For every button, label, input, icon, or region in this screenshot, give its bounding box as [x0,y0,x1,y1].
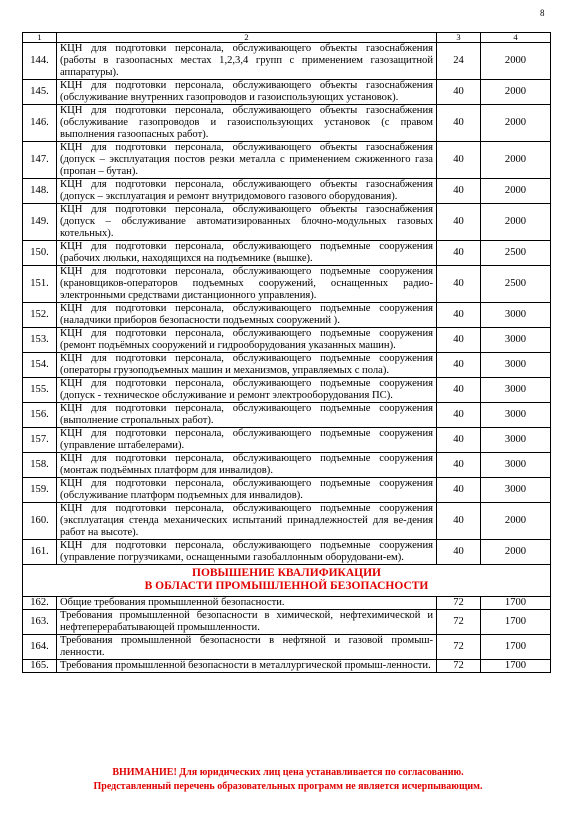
row-number: 161. [23,540,57,565]
row-title: КЦН для подготовки персонала, обслуживающего подъемные сооружения (ремонт подъёмных сооружений и гидрооборудования указанных машин). [57,328,437,353]
row-title: КЦН для подготовки персонала, обслуживающего объекты газоснабжения (допуск – эксплуатация и ремонт внутридомового газового оборудования). [57,179,437,204]
row-hours: 40 [437,266,481,303]
row-number: 160. [23,503,57,540]
row-price: 2000 [481,179,551,204]
row-number: 153. [23,328,57,353]
table-row [23,635,551,660]
table-row [23,378,551,403]
row-hours: 24 [437,43,481,80]
row-hours: 40 [437,105,481,142]
row-title: КЦН для подготовки персонала, обслуживающего подъемные сооружения (управление штабелерами). [57,428,437,453]
row-number: 156. [23,403,57,428]
table-row [23,478,551,503]
row-price: 3000 [481,403,551,428]
row-hours: 40 [437,142,481,179]
row-title: Требования промышленной безопасности в металлургической промыш-ленности. [57,660,437,673]
header-row [23,33,551,43]
table-row [23,179,551,204]
row-price: 3000 [481,303,551,328]
page-number: 8 [540,8,545,18]
row-title: КЦН для подготовки персонала, обслуживающего подъемные сооружения (рабочих люльки, находящихся на подъемнике (вышке). [57,241,437,266]
row-title: КЦН для подготовки персонала, обслуживающего объекты газоснабжения (допуск – обслуживание автоматизированных блочно-модульных газовых котельных). [57,204,437,241]
row-price: 3000 [481,353,551,378]
table-row [23,142,551,179]
row-hours: 40 [437,303,481,328]
table-row [23,403,551,428]
table-row [23,80,551,105]
row-title: КЦН для подготовки персонала, обслуживающего подъемные сооружения (монтаж подъёмных платформ для инвалидов). [57,453,437,478]
row-price: 2500 [481,241,551,266]
table-row [23,328,551,353]
row-price: 3000 [481,453,551,478]
row-hours: 40 [437,403,481,428]
row-price: 2000 [481,503,551,540]
row-price: 3000 [481,328,551,353]
table-row [23,540,551,565]
table-row [23,105,551,142]
row-price: 2000 [481,204,551,241]
row-price: 1700 [481,597,551,610]
row-number: 151. [23,266,57,303]
col-header-title: 2 [57,33,437,43]
table-row [23,610,551,635]
row-hours: 40 [437,503,481,540]
row-price: 1700 [481,610,551,635]
row-hours: 40 [437,378,481,403]
row-price: 2000 [481,43,551,80]
row-number: 152. [23,303,57,328]
row-number: 148. [23,179,57,204]
table-row [23,43,551,80]
row-title: КЦН для подготовки персонала, обслуживающего подъемные сооружения (управление погрузчиками, оснащенными газобаллонным оборудовани-ем). [57,540,437,565]
row-hours: 40 [437,328,481,353]
row-price: 3000 [481,428,551,453]
row-price: 1700 [481,635,551,660]
table-row [23,353,551,378]
section-title-line2: В ОБЛАСТИ ПРОМЫШЛЕННОЙ БЕЗОПАСНОСТИ [144,580,429,592]
row-price: 1700 [481,660,551,673]
row-number: 150. [23,241,57,266]
notice-line1: ВНИМАНИЕ! Для юридических лиц цена устанавливается по согласованию. [112,767,464,778]
row-title: Общие требования промышленной безопасности. [57,597,437,610]
row-number: 144. [23,43,57,80]
row-number: 145. [23,80,57,105]
row-price: 3000 [481,478,551,503]
row-title: Требования промышленной безопасности в нефтяной и газовой промыш-ленности. [57,635,437,660]
row-title: КЦН для подготовки персонала, обслуживающего объекты газоснабжения (допуск – эксплуатация постов резки металла с применением сжиженного газа (пропан – бутан). [57,142,437,179]
row-hours: 72 [437,635,481,660]
row-hours: 40 [437,428,481,453]
row-title: КЦН для подготовки персонала, обслуживающего объекты газоснабжения (обслуживание газопроводов и газоиспользующих установок (с правом выполнения газоопасных работ). [57,105,437,142]
row-title: КЦН для подготовки персонала, обслуживающего подъемные сооружения (выполнение стропальных работ). [57,403,437,428]
row-title: КЦН для подготовки персонала, обслуживающего подъемные сооружения (операторы грузоподъемных машин и механизмов, управляемых с пола). [57,353,437,378]
row-number: 155. [23,378,57,403]
row-title: Требования промышленной безопасности в химической, нефтехимической и нефтеперерабатывающей промышленности. [57,610,437,635]
row-price: 2000 [481,540,551,565]
row-title: КЦН для подготовки персонала, обслуживающего подъемные сооружения (допуск - техническое обслуживание и ремонт электрооборудования ПС). [57,378,437,403]
row-price: 2000 [481,142,551,179]
notice [0,766,576,794]
row-hours: 40 [437,453,481,478]
table-row [23,660,551,673]
row-number: 163. [23,610,57,635]
row-title: КЦН для подготовки персонала, обслуживающего подъемные сооружения (обслуживание платформ подъемных для инвалидов). [57,478,437,503]
table-row [23,303,551,328]
row-hours: 40 [437,80,481,105]
table-row [23,503,551,540]
section-title-line1: ПОВЫШЕНИЕ КВАЛИФИКАЦИИ [192,567,381,579]
row-number: 146. [23,105,57,142]
col-header-number: 1 [23,33,57,43]
table-row [23,597,551,610]
row-number: 165. [23,660,57,673]
row-price: 3000 [481,378,551,403]
row-price: 2500 [481,266,551,303]
col-header-price: 4 [481,33,551,43]
table-row [23,428,551,453]
section-header-row [23,565,551,597]
row-number: 162. [23,597,57,610]
row-hours: 40 [437,204,481,241]
notice-line2: Представленный перечень образовательных программ не является исчерпывающим. [93,781,483,792]
col-header-hours: 3 [437,33,481,43]
row-hours: 40 [437,540,481,565]
row-number: 147. [23,142,57,179]
row-number: 149. [23,204,57,241]
row-hours: 40 [437,353,481,378]
row-hours: 40 [437,241,481,266]
row-number: 154. [23,353,57,378]
programs-table [22,32,551,673]
row-title: КЦН для подготовки персонала, обслуживающего подъемные сооружения (крановщиков-операторов подъемных сооружений, оснащенных радио-электронными средствами дистанционного управления). [57,266,437,303]
row-number: 164. [23,635,57,660]
table-row [23,241,551,266]
table-row [23,266,551,303]
row-title: КЦН для подготовки персонала, обслуживающего объекты газоснабжения (работы в газоопасных местах 1,2,3,4 групп с применением газозащитной аппаратуры). [57,43,437,80]
row-price: 2000 [481,105,551,142]
row-title: КЦН для подготовки персонала, обслуживающего объекты газоснабжения (обслуживание внутренних газопроводов и газоиспользующих установок). [57,80,437,105]
row-hours: 72 [437,660,481,673]
row-hours: 72 [437,610,481,635]
row-title: КЦН для подготовки персонала, обслуживающего подъемные сооружения (эксплуатация стенда механических испытаний принадлежностей для ве-дения работ на высоте). [57,503,437,540]
row-hours: 72 [437,597,481,610]
row-price: 2000 [481,80,551,105]
row-hours: 40 [437,179,481,204]
row-hours: 40 [437,478,481,503]
row-number: 157. [23,428,57,453]
row-number: 158. [23,453,57,478]
table-row [23,204,551,241]
table-row [23,453,551,478]
section-title [23,565,551,597]
row-number: 159. [23,478,57,503]
row-title: КЦН для подготовки персонала, обслуживающего подъемные сооружения (наладчики приборов безопасности подъемных сооружений ). [57,303,437,328]
